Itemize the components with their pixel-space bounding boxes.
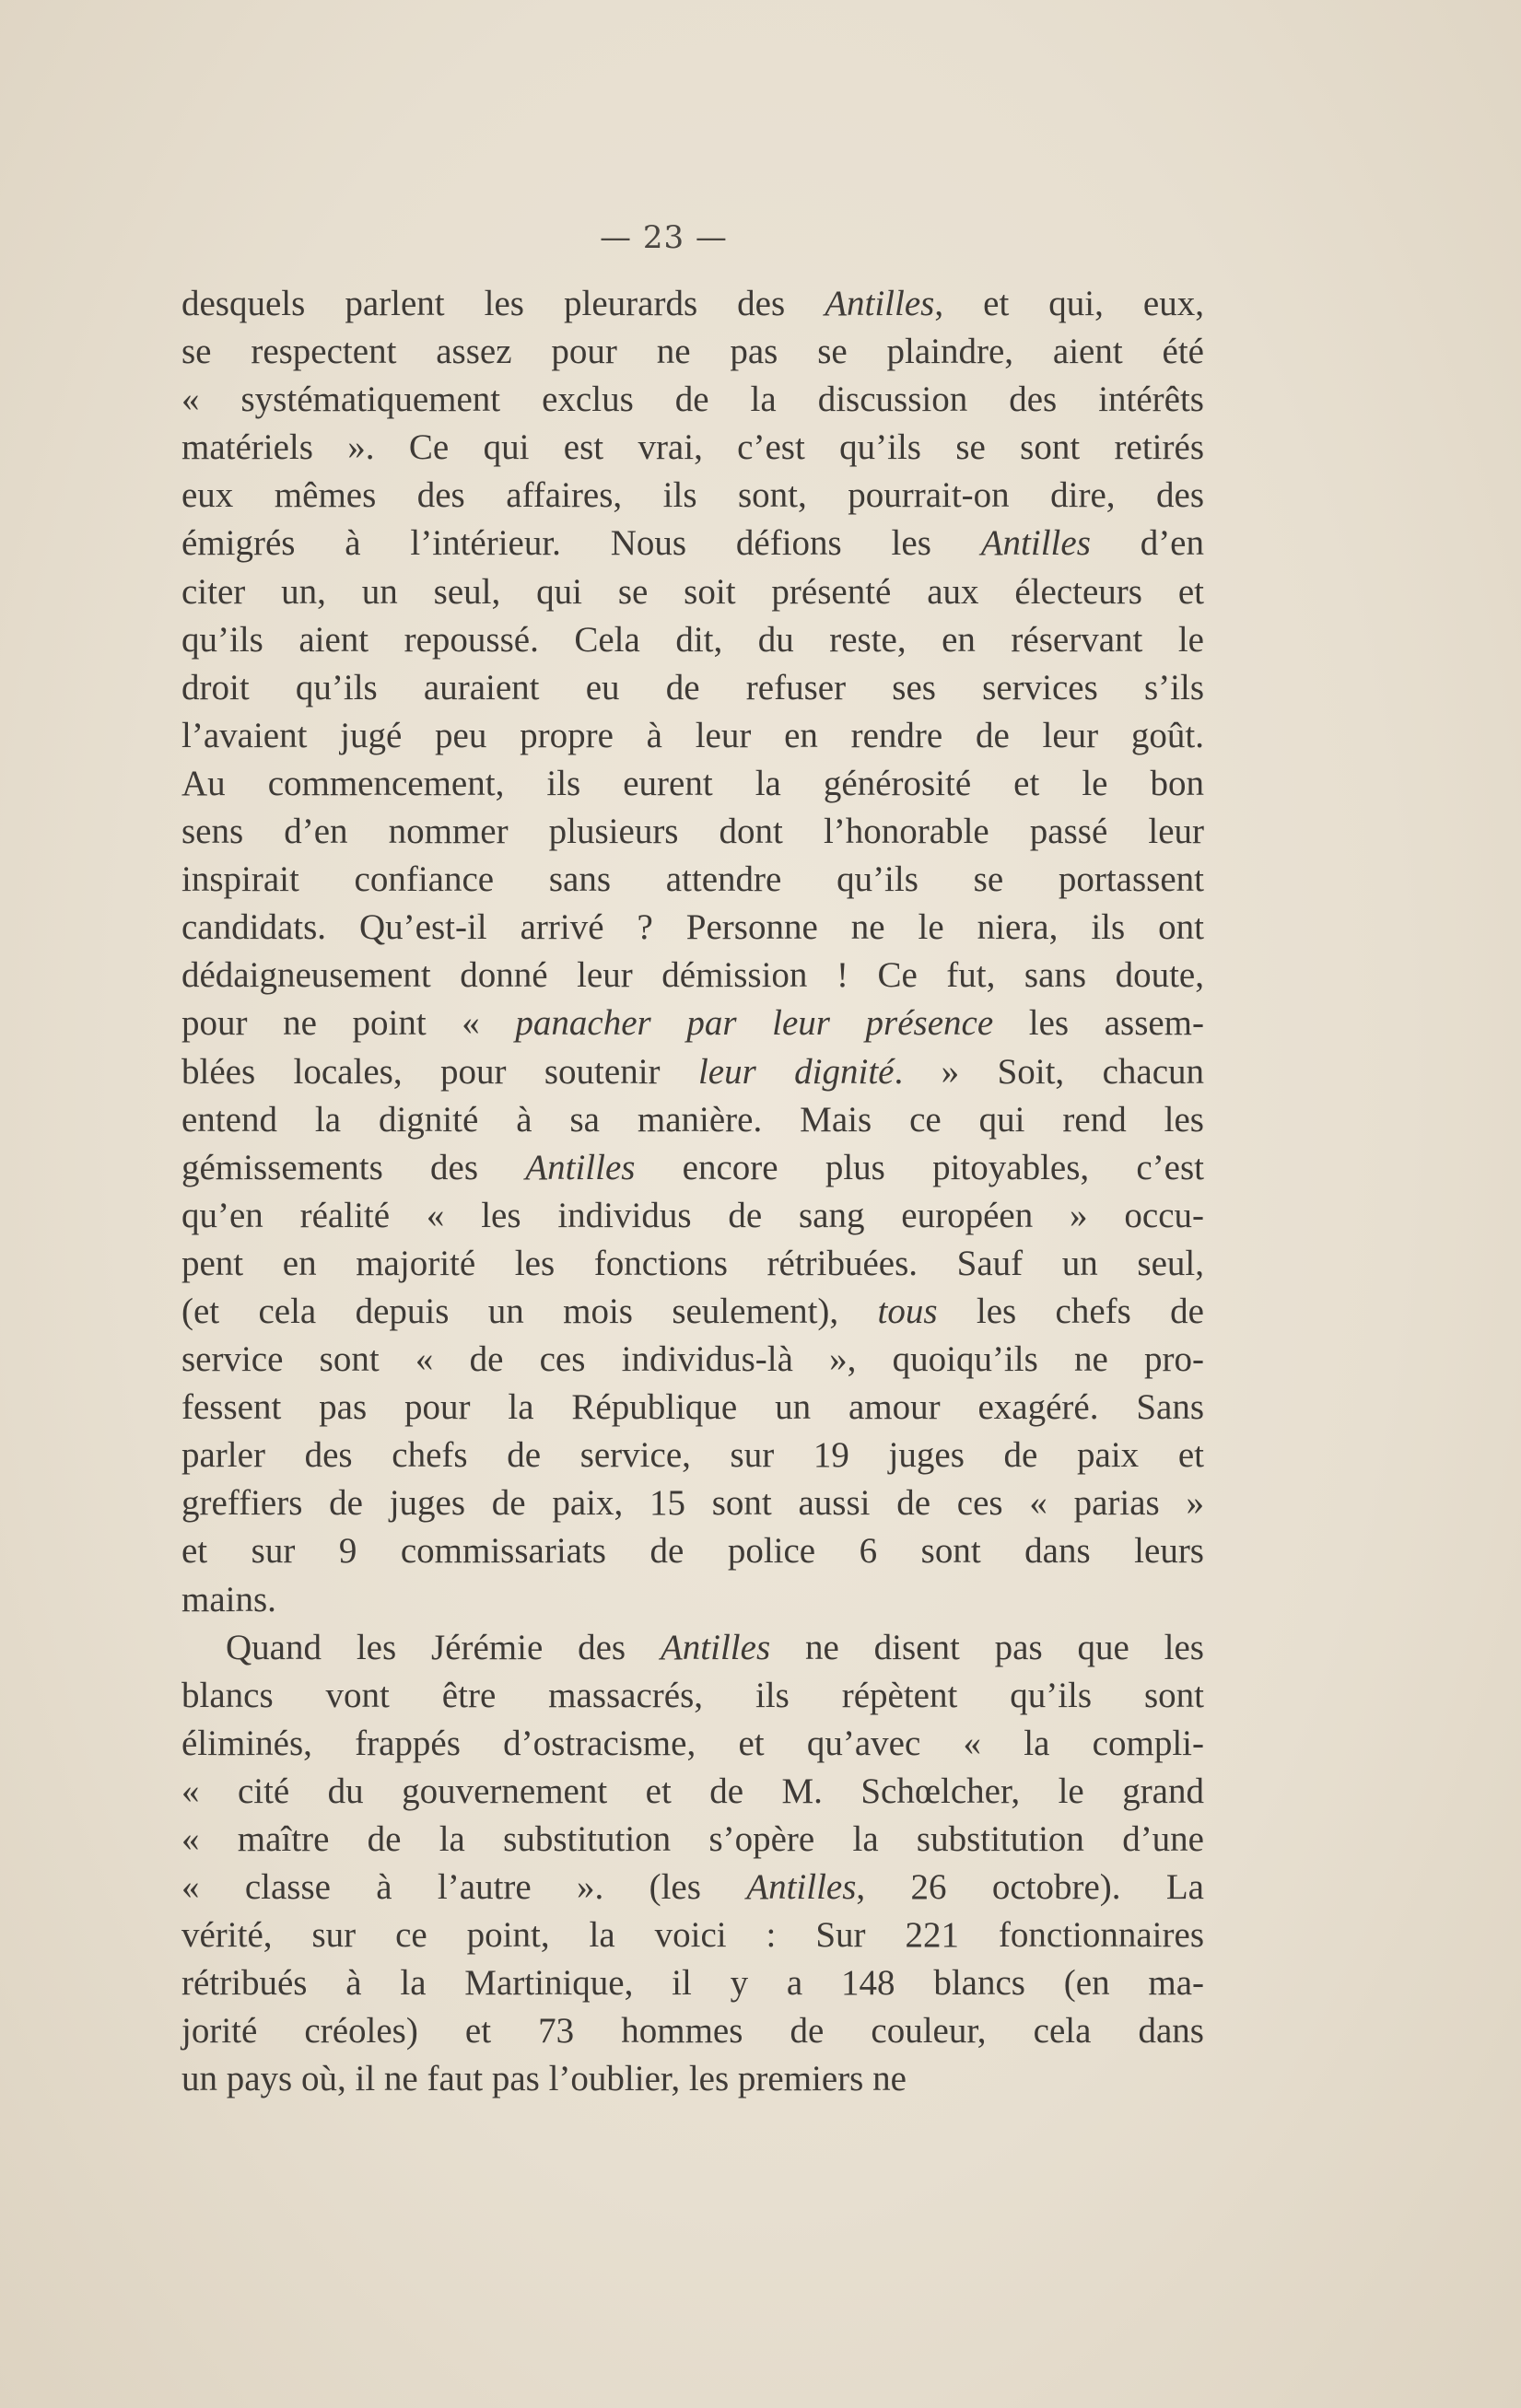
roman-text: jorité créoles) et 73 hommes de couleur, cela dans — [181, 2011, 1204, 2051]
text-line — [181, 520, 1204, 567]
roman-text: gémissements des — [181, 1147, 526, 1187]
text-line — [181, 999, 1204, 1047]
text-line — [181, 616, 1204, 664]
text-line — [181, 1527, 1204, 1575]
text-line — [181, 1240, 1204, 1288]
text-line — [181, 1624, 1204, 1672]
roman-text: encore plus pitoyables, c’est — [635, 1147, 1204, 1187]
roman-text: (et cela depuis un mois seulement), — [181, 1291, 878, 1331]
roman-text: les chefs de — [937, 1291, 1204, 1331]
text-line — [181, 1288, 1204, 1336]
text-line — [181, 1768, 1204, 1816]
text-line — [181, 280, 1204, 328]
italic-text: leur dignité — [697, 1051, 895, 1092]
text-line — [181, 1384, 1204, 1432]
roman-text: dédaigneusement donné leur démission ! Ce fut, sans doute, — [181, 955, 1204, 996]
text-line — [181, 664, 1204, 712]
text-line — [181, 712, 1204, 760]
roman-text: « maître de la substitution s’opère la substitution d’une — [181, 1819, 1204, 1859]
italic-text: Antilles — [660, 1627, 771, 1667]
roman-text: . » Soit, chacun — [894, 1051, 1205, 1092]
roman-text: eux mêmes des affaires, ils sont, pourrait-on dire, des — [181, 475, 1204, 516]
italic-text: Antilles — [980, 523, 1091, 564]
text-line — [181, 472, 1204, 520]
roman-text: rétribués à la Martinique, il y a 148 blancs (en ma- — [181, 1963, 1204, 2004]
roman-text: , et qui, eux, — [934, 284, 1204, 323]
roman-text: ne disent pas que les — [770, 1627, 1204, 1667]
text-line — [181, 1816, 1204, 1864]
roman-text: matériels ». Ce qui est vrai, c’est qu’ils se sont retirés — [181, 427, 1204, 468]
roman-text: émigrés à l’intérieur. Nous défions les — [181, 523, 981, 564]
text-line — [181, 568, 1204, 616]
italic-text: panacher par leur présence — [515, 1003, 994, 1044]
text-line — [181, 1479, 1204, 1527]
italic-text: tous — [877, 1291, 938, 1331]
roman-text: d’en — [1090, 523, 1204, 564]
roman-text: et sur 9 commissariats de police 6 sont dans leurs — [181, 1531, 1204, 1572]
text-line — [181, 424, 1204, 472]
text-line — [181, 1144, 1204, 1192]
roman-text: Au commencement, ils eurent la générosité et le bon — [181, 763, 1204, 803]
roman-text: « cité du gouvernement et de M. Schœlcher, le grand — [181, 1771, 1204, 1811]
page-number: — 23 — — [600, 219, 728, 256]
text-line — [181, 760, 1204, 808]
text-line — [181, 1096, 1204, 1144]
roman-text: blancs vont être massacrés, ils répètent qu’ils sont — [181, 1675, 1204, 1715]
body-text — [181, 280, 1204, 2104]
roman-text: pent en majorité les fonctions rétribuées. Sauf un seul, — [181, 1243, 1204, 1283]
text-line — [181, 2055, 1204, 2103]
text-line — [181, 952, 1204, 999]
text-line — [181, 1720, 1204, 1768]
roman-text: pour ne point « — [181, 1003, 516, 1044]
roman-text: fessent pas pour la République un amour exagéré. Sans — [181, 1387, 1204, 1428]
text-line — [181, 1959, 1204, 2007]
text-line — [181, 904, 1204, 952]
roman-text: les assem- — [993, 1003, 1204, 1044]
roman-text: droit qu’ils auraient eu de refuser ses services s’ils — [181, 667, 1204, 707]
roman-text: l’avaient jugé peu propre à leur en rendre de leur goût. — [181, 715, 1204, 755]
text-line — [181, 1864, 1204, 1911]
text-line — [181, 1432, 1204, 1479]
roman-text: citer un, un seul, qui se soit présenté aux électeurs et — [181, 571, 1204, 612]
roman-text: se respectent assez pour ne pas se plaindre, aient été — [181, 332, 1204, 372]
roman-text: greffiers de juges de paix, 15 sont aussi de ces « parias » — [181, 1483, 1204, 1524]
roman-text: qu’en réalité « les individus de sang européen » occu- — [181, 1195, 1204, 1235]
text-line — [181, 1911, 1204, 1959]
text-line — [181, 856, 1204, 904]
roman-text: mains. — [181, 1579, 276, 1619]
roman-text: « classe à l’autre ». (les — [181, 1867, 747, 1908]
text-line — [181, 1672, 1204, 1720]
roman-text: éliminés, frappés d’ostracisme, et qu’avec « la compli- — [181, 1723, 1204, 1763]
roman-text: blées locales, pour soutenir — [181, 1051, 698, 1092]
italic-text: Antilles — [825, 284, 935, 323]
roman-text: « systématiquement exclus de la discussion des intérêts — [181, 380, 1204, 420]
roman-text: sens d’en nommer plusieurs dont l’honorable passé leur — [181, 812, 1204, 852]
text-line — [181, 328, 1204, 376]
roman-text: qu’ils aient repoussé. Cela dit, du reste, en réservant le — [181, 619, 1204, 660]
roman-text: candidats. Qu’est-il arrivé ? Personne ne le niera, ils ont — [181, 907, 1204, 948]
roman-text: parler des chefs de service, sur 19 juges de paix et — [181, 1435, 1204, 1476]
roman-text: un pays où, il ne faut pas l’oublier, les premiers ne — [181, 2059, 907, 2099]
text-line — [181, 808, 1204, 856]
roman-text: , 26 octobre). La — [856, 1867, 1204, 1908]
text-line — [181, 1336, 1204, 1384]
roman-text: Quand les Jérémie des — [226, 1627, 661, 1667]
text-line — [181, 2007, 1204, 2055]
roman-text: entend la dignité à sa manière. Mais ce qui rend les — [181, 1099, 1204, 1140]
italic-text: Antilles — [525, 1147, 636, 1187]
roman-text: desquels parlent les pleurards des — [181, 284, 825, 323]
italic-text: Antilles — [746, 1867, 857, 1908]
roman-text: inspirait confiance sans attendre qu’ils se portassent — [181, 859, 1204, 900]
roman-text: service sont « de ces individus-là », quoiqu’ils ne pro- — [181, 1339, 1204, 1380]
text-line — [181, 1576, 1204, 1624]
text-line — [181, 1192, 1204, 1240]
text-line — [181, 1048, 1204, 1096]
text-line — [181, 376, 1204, 424]
roman-text: vérité, sur ce point, la voici : Sur 221 fonctionnaires — [181, 1915, 1204, 1956]
